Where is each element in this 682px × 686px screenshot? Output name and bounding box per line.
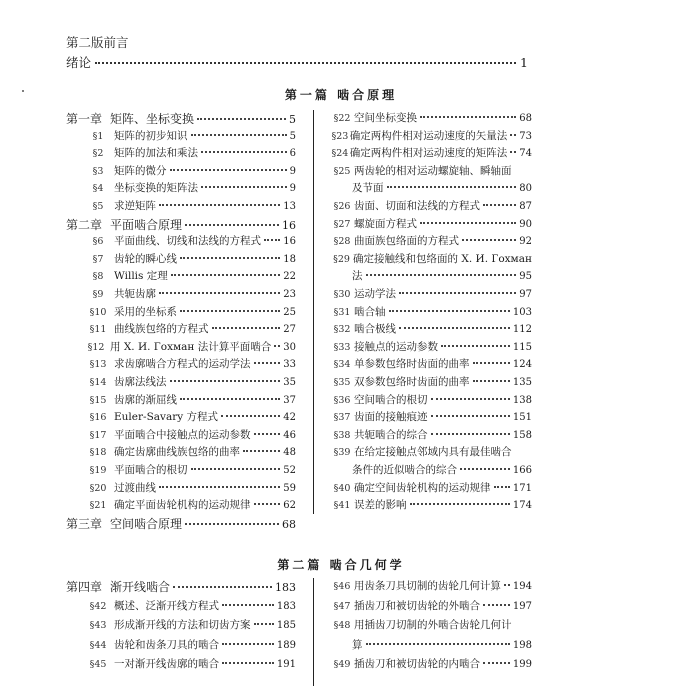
toc-entry[interactable] [330, 145, 532, 160]
page-number: 46 [283, 429, 296, 441]
toc-entry[interactable] [330, 598, 532, 613]
section-number: §28 [333, 236, 351, 248]
page-number: 6 [289, 148, 296, 160]
page-number: 27 [283, 324, 296, 336]
entry-title: 确定齿廓曲线族包络的曲率 [114, 446, 240, 459]
toc-entry[interactable] [330, 339, 532, 354]
entry-title: 平面啮合原理 [110, 217, 183, 232]
section-number: §17 [89, 429, 107, 441]
section-number: §43 [89, 620, 107, 631]
entry-title: 齿廓的渐屈线 [114, 393, 177, 406]
section-number: §49 [333, 659, 351, 670]
section-number: §34 [333, 359, 351, 371]
toc-entry[interactable] [330, 656, 532, 671]
entry-title: 矩阵、坐标变换 [110, 112, 195, 126]
toc-entry[interactable] [330, 198, 532, 213]
leader-dots [159, 204, 280, 206]
page-number: 5 [289, 130, 296, 142]
section-number: §10 [89, 306, 107, 318]
section-number: §3 [92, 165, 104, 177]
entry-title: 平面曲线、切线和法线的方程式 [114, 235, 261, 248]
leader-dots [185, 224, 279, 226]
toc-entry[interactable] [330, 233, 532, 248]
entry-title: 空间啮合的根切 [354, 393, 428, 406]
leader-dots [431, 398, 510, 400]
section-number: §25 [333, 165, 351, 177]
entry-title: 在给定接触点邻域内具有最佳啮合 [354, 446, 512, 459]
leader-dots [274, 345, 280, 347]
page-number: 198 [512, 639, 532, 651]
leader-dots [222, 643, 274, 645]
entry-title: 齿面、切面和法线的方程式 [354, 200, 480, 212]
page-number: 16 [282, 218, 296, 232]
section-number: §36 [333, 394, 351, 406]
entry-title: 两齿轮的相对运动螺旋轴、瞬轴面 [354, 164, 512, 177]
leader-dots [462, 239, 516, 241]
toc-entry-continued[interactable] [330, 180, 532, 195]
leader-dots [180, 310, 280, 312]
page-number: 9 [289, 165, 296, 177]
section-number: §37 [333, 412, 351, 424]
page-number: 138 [512, 394, 532, 406]
page-number: 199 [512, 659, 532, 670]
leader-dots [171, 274, 280, 276]
entry-title: 误差的影响 [354, 499, 407, 512]
leader-dots [254, 362, 281, 364]
entry-title: 求齿廓啮合方程式的运动学法 [114, 358, 251, 371]
entry-title: 采用的坐标系 [114, 305, 177, 318]
section-number: §11 [89, 324, 107, 336]
leader-dots [159, 486, 280, 488]
section-number: §26 [333, 201, 351, 212]
page-number: 48 [283, 447, 296, 459]
page-number: 174 [512, 500, 532, 512]
section-number: §9 [92, 289, 104, 300]
entry-title: 运动学法 [354, 288, 396, 300]
entry-title: 条件的近似啮合的综合 [352, 464, 457, 476]
toc-entry[interactable] [66, 180, 296, 195]
section-number: §2 [92, 148, 104, 160]
leader-dots [254, 623, 274, 625]
entry-title: 矩阵的初步知识 [114, 129, 188, 142]
leader-dots [431, 415, 510, 417]
entry-title: 矩阵的加法和乘法 [114, 147, 198, 160]
leader-dots [222, 662, 274, 664]
entry-title: 空间啮合原理 [110, 516, 183, 531]
section-number: §4 [92, 183, 104, 195]
entry-title: 啮合极线 [354, 323, 396, 336]
entry-title: 共轭齿廓 [114, 288, 156, 300]
leader-dots [483, 604, 510, 606]
page-number: 151 [512, 412, 532, 424]
section-number: §16 [89, 412, 107, 424]
page-number: 42 [283, 412, 296, 424]
chapter-number: 第四章 [66, 580, 103, 594]
intro-page: 1 [520, 55, 528, 70]
chapter-number: 第一章 [66, 112, 103, 126]
toc-entry-continued[interactable] [330, 462, 532, 477]
toc-entry[interactable] [330, 321, 532, 336]
leader-dots [441, 345, 510, 347]
leader-dots [95, 62, 516, 64]
toc-entry[interactable] [330, 163, 532, 178]
page-number: 103 [512, 306, 532, 318]
section-number: §46 [333, 581, 351, 592]
toc-entry[interactable] [66, 304, 296, 319]
entry-title: 齿轮和齿条刀具的啮合 [114, 638, 219, 651]
toc-entry[interactable] [66, 198, 296, 213]
chapter-number: 第二章 [66, 217, 103, 232]
page-number: 115 [512, 341, 532, 353]
leader-dots [180, 257, 280, 259]
leader-dots [180, 398, 280, 400]
entry-title: 共轭啮合的综合 [354, 428, 428, 441]
leader-dots [420, 116, 516, 118]
section-number: §5 [92, 201, 104, 212]
toc-entry[interactable] [66, 339, 296, 354]
page-number: 92 [519, 236, 532, 248]
leader-dots [483, 662, 510, 664]
section-number: §48 [333, 620, 351, 631]
leader-dots [173, 586, 272, 588]
section-number: §41 [333, 500, 351, 512]
toc-entry[interactable] [330, 128, 532, 143]
page-number: 37 [283, 394, 296, 406]
section-number: §39 [333, 447, 351, 459]
entry-title: 空间坐标变换 [354, 112, 417, 124]
entry-title: 算 [352, 638, 363, 651]
entry-title: 接触点的运动参数 [354, 340, 438, 353]
leader-dots [473, 362, 510, 364]
page-number: 5 [289, 113, 296, 126]
section-number: §19 [89, 465, 107, 476]
page-number: 22 [283, 271, 296, 283]
section-number: §23 [331, 130, 349, 142]
leader-dots [264, 239, 280, 241]
toc-entry[interactable] [330, 392, 532, 407]
section-number: §38 [333, 429, 351, 441]
section-number: §32 [333, 324, 351, 336]
toc-entry[interactable] [66, 286, 296, 301]
leader-dots [243, 450, 280, 452]
leader-dots [473, 380, 510, 382]
entry-title: 单参数包络时齿面的曲率 [354, 358, 470, 371]
chapter-entry[interactable] [66, 110, 296, 127]
entry-title: 过渡曲线 [114, 481, 156, 494]
chapter-entry[interactable] [66, 216, 296, 233]
entry-title: 插齿刀和被切齿轮的内啮合 [354, 658, 480, 670]
toc-entry[interactable] [66, 268, 296, 283]
toc-entry[interactable] [330, 409, 532, 424]
page-number: 33 [283, 359, 296, 371]
page-number: 87 [519, 201, 532, 212]
section-number: §7 [92, 253, 104, 265]
section-number: §33 [333, 341, 351, 353]
leader-dots [460, 468, 510, 470]
section-number: §14 [89, 377, 107, 388]
toc-entry[interactable] [330, 444, 532, 459]
entry-title: 平面啮合中接触点的运动参数 [114, 428, 251, 441]
leader-dots [366, 643, 510, 645]
leader-dots [191, 468, 281, 470]
toc-entry[interactable] [330, 356, 532, 371]
chapter-entry[interactable] [66, 515, 296, 532]
section-number: §21 [89, 500, 107, 512]
leader-dots [212, 327, 281, 329]
page-number: 74 [519, 148, 532, 160]
entry-title: 确定接触线和包络面的 Х. И. Гохман [353, 252, 532, 265]
toc-entry[interactable] [330, 427, 532, 442]
section-number: §13 [89, 359, 107, 371]
entry-title: 平面啮合的根切 [114, 464, 188, 476]
entry-title: Willis 定理 [114, 270, 168, 283]
section-number: §8 [92, 271, 104, 283]
page-number: 23 [283, 289, 296, 300]
section-number: §15 [89, 394, 107, 406]
toc-entry[interactable] [66, 163, 296, 178]
entry-title: 确定两构件相对运动速度的矢量法 [349, 129, 508, 142]
toc-entry[interactable] [66, 497, 296, 512]
leader-dots [254, 503, 281, 505]
leader-dots [170, 380, 281, 382]
toc-entry[interactable] [66, 251, 296, 266]
leader-dots [494, 486, 510, 488]
entry-title: 渐开线啮合 [110, 580, 171, 594]
column-divider [313, 578, 314, 686]
page-number: 166 [512, 465, 532, 476]
entry-title: 概述、泛渐开线方程式 [114, 599, 219, 612]
toc-entry[interactable] [66, 637, 296, 652]
entry-title: 法 [352, 270, 363, 283]
entry-title: 确定空间齿轮机构的运动规律 [354, 481, 491, 494]
leader-dots [201, 151, 287, 153]
leader-dots [221, 415, 280, 417]
page-number: 97 [519, 289, 532, 300]
toc-entry[interactable] [66, 321, 296, 336]
entry-title: Euler-Savary 方程式 [114, 411, 219, 424]
toc-entry[interactable] [66, 233, 296, 248]
toc-entry[interactable] [66, 444, 296, 459]
page-number: 16 [283, 236, 296, 248]
page-number: 124 [512, 359, 532, 371]
toc-entry[interactable] [330, 578, 532, 593]
page-number: 80 [519, 183, 532, 195]
entry-title: 坐标变换的矩阵法 [114, 182, 198, 195]
toc-entry[interactable] [330, 110, 532, 125]
page-number: 183 [275, 581, 296, 594]
column-divider [313, 110, 314, 514]
entry-title: 啮合轴 [354, 305, 386, 318]
entry-title: 曲面族包络面的方程式 [354, 235, 459, 248]
leader-dots [201, 186, 287, 188]
entry-title: 用齿条刀具切制的齿轮几何计算 [353, 580, 501, 592]
section-number: §22 [333, 113, 351, 124]
chapter-entry[interactable] [66, 578, 296, 595]
entry-title: 确定两构件相对运动速度的矩阵法 [349, 147, 508, 160]
leader-dots [254, 433, 281, 435]
page-number: 62 [283, 500, 296, 512]
leader-dots [389, 310, 510, 312]
part1-title: 第一篇 啮合原理 [284, 88, 398, 102]
page-number: 135 [512, 377, 532, 388]
leader-dots [510, 151, 516, 153]
toc-entry[interactable] [66, 480, 296, 495]
entry-title: 双参数包络时齿面的曲率 [354, 376, 470, 388]
entry-title: 矩阵的微分 [114, 164, 167, 177]
page-number: 9 [289, 183, 296, 195]
leader-dots [185, 523, 279, 525]
section-number: §27 [333, 218, 351, 230]
page-number: 13 [283, 201, 296, 212]
entry-title: 插齿刀和被切齿轮的外啮合 [354, 599, 480, 612]
toc-entry[interactable] [330, 374, 532, 389]
page-number: 73 [519, 130, 532, 142]
section-number: §12 [87, 341, 105, 353]
section-number: §30 [333, 289, 351, 300]
page-number: 90 [519, 218, 532, 230]
entry-title: 确定平面齿轮机构的运动规律 [114, 499, 251, 512]
section-number: §47 [333, 600, 351, 612]
page-number: 158 [512, 429, 532, 441]
toc-entry[interactable] [330, 497, 532, 512]
toc-entry[interactable] [66, 374, 296, 389]
leader-dots [159, 292, 280, 294]
section-number: §18 [89, 447, 107, 459]
toc-entry[interactable] [66, 392, 296, 407]
leader-dots [387, 186, 517, 188]
page-number: 183 [276, 600, 296, 612]
entry-title: 齿轮的瞬心线 [114, 252, 177, 265]
entry-title: 齿面的接触痕迹 [354, 411, 428, 424]
page-number: 18 [283, 253, 296, 265]
toc-entry[interactable] [66, 462, 296, 477]
page-number: 171 [512, 482, 532, 494]
page-number: 25 [283, 306, 296, 318]
toc-entry[interactable] [66, 617, 296, 632]
toc-entry[interactable] [330, 216, 532, 231]
toc-entry[interactable] [330, 251, 532, 266]
toc-entry[interactable] [330, 617, 532, 632]
leader-dots [399, 327, 510, 329]
page-number: 52 [283, 465, 296, 476]
toc-entry[interactable] [66, 656, 296, 671]
page-number: 95 [519, 271, 532, 283]
toc-entry-continued[interactable] [330, 268, 532, 283]
page-number: 35 [283, 377, 296, 388]
section-number: §42 [89, 600, 107, 612]
toc-entry[interactable] [66, 598, 296, 613]
page-number: 197 [512, 600, 532, 612]
section-number: §35 [333, 377, 351, 388]
page-number: 194 [512, 581, 532, 592]
leader-dots [399, 292, 516, 294]
part2-title: 第二篇 啮合几何学 [277, 558, 405, 572]
leader-dots [504, 584, 510, 586]
toc-entry[interactable] [66, 128, 296, 143]
leader-dots [510, 134, 516, 136]
entry-title: 螺旋面方程式 [354, 217, 417, 230]
toc-entry[interactable] [66, 409, 296, 424]
toc-entry[interactable] [330, 286, 532, 301]
section-number: §29 [333, 253, 350, 265]
entry-title: 求逆矩阵 [114, 200, 156, 212]
entry-title: 曲线族包络的方程式 [114, 323, 209, 336]
page-number: 68 [519, 113, 532, 124]
entry-title: 一对渐开线齿廓的啮合 [114, 658, 219, 670]
entry-title: 用 Х. И. Гохман 法计算平面啮合 [109, 340, 272, 353]
section-number: §6 [92, 236, 104, 248]
leader-dots [366, 274, 517, 276]
entry-title: 齿廓法线法 [114, 376, 167, 388]
page-number: 185 [276, 620, 296, 631]
section-number: §40 [333, 482, 351, 494]
leader-dots [431, 433, 510, 435]
section-number: §44 [89, 639, 107, 651]
toc-entry-continued[interactable] [330, 637, 532, 652]
page-number: 112 [512, 324, 532, 336]
section-number: §45 [89, 659, 107, 670]
leader-dots [191, 134, 287, 136]
toc-entry[interactable] [330, 480, 532, 495]
leader-dots [222, 604, 274, 606]
page-number: 191 [276, 659, 296, 670]
leader-dots [170, 169, 287, 171]
chapter-number: 第三章 [66, 516, 103, 531]
leader-dots [410, 503, 510, 505]
preface-entry[interactable]: 第二版前言 [66, 35, 129, 50]
leader-dots [197, 118, 286, 120]
entry-title: 形成渐开线的方法和切齿方案 [114, 619, 251, 631]
page-number: 59 [283, 482, 296, 494]
leader-dots [483, 204, 516, 206]
intro-entry[interactable] [66, 53, 528, 71]
section-number: §24 [331, 148, 349, 160]
intro-label: 绪论 [66, 55, 92, 70]
toc-entry[interactable] [66, 145, 296, 160]
section-number: §20 [89, 482, 107, 494]
entry-title: 用插齿刀切制的外啮合齿轮几何计 [354, 619, 512, 631]
toc-entry[interactable] [66, 427, 296, 442]
entry-title: 及节面 [352, 182, 384, 195]
toc-entry[interactable] [330, 304, 532, 319]
toc-entry[interactable] [66, 356, 296, 371]
section-number: §1 [92, 130, 104, 142]
page-number: 68 [282, 517, 296, 531]
section-number: §31 [333, 306, 351, 318]
page-number: 30 [283, 341, 296, 353]
page-number: 189 [276, 639, 296, 651]
leader-dots [420, 222, 516, 224]
